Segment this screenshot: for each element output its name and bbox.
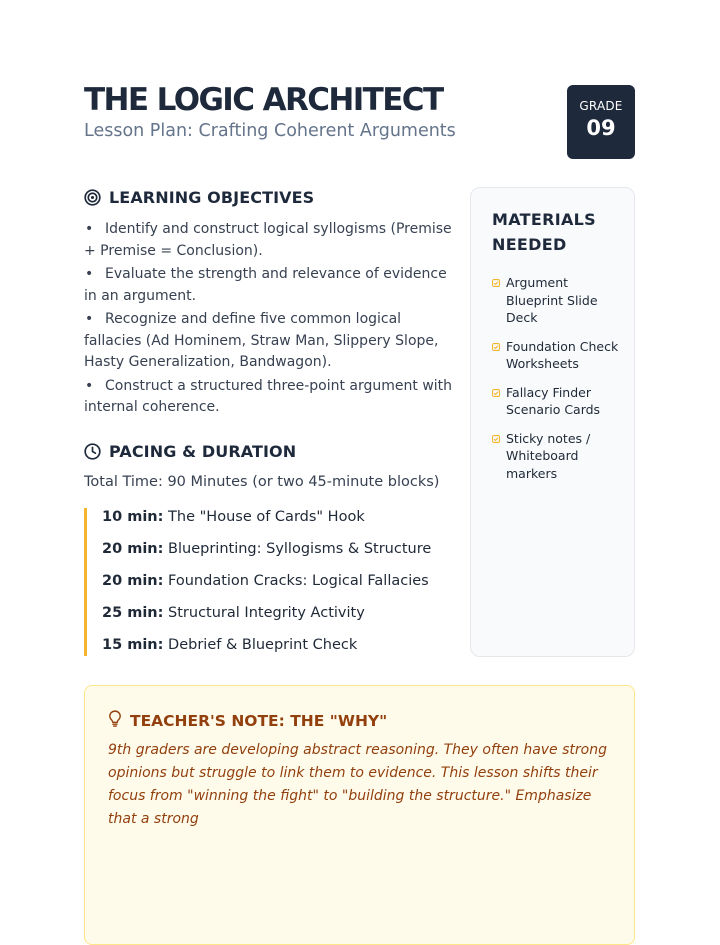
teacher-note-heading [108,710,387,731]
pacing-activity: Foundation Cracks: Logical Fallacies [168,573,429,589]
grade-label: GRADE [579,99,623,113]
objectives-heading-text: LEARNING OBJECTIVES [109,188,315,207]
bullet: • [85,221,94,237]
pacing-time: 15 min: [102,637,164,653]
teacher-note-body: 9th graders are developing abstract reasoning. They often have strong opinions but struggle to link them to evidence. This lesson shifts their focus from "winning the fight" to "building the structure." Emphasize that a strong [108,742,607,827]
lightbulb-icon [108,710,122,731]
list-item [492,274,622,327]
objective-text: Evaluate the strength and relevance of evidence in an argument. [84,266,447,304]
clock-icon [84,443,101,460]
pacing-row [102,509,365,525]
objective-text: Recognize and define five common logical fallacies (Ad Hominem, Straw Man, Slippery Slope, Hasty Generalization, Bandwagon). [84,311,439,370]
list-item [492,430,622,483]
list-item [492,338,622,373]
pacing-heading-text: PACING & DURATION [109,442,297,461]
checkbox-icon [492,430,500,448]
material-text: Foundation Check Worksheets [506,338,619,371]
pacing-activity: Structural Integrity Activity [168,605,365,621]
pacing-activity: Debrief & Blueprint Check [168,637,358,653]
grade-value: 09 [586,116,616,140]
pacing-time: 20 min: [102,541,164,557]
bullet: • [85,311,94,327]
objectives-heading [84,188,314,207]
list-item [84,309,454,374]
pacing-row [102,573,429,589]
checkbox-icon [492,274,500,292]
pacing-row [102,637,357,653]
pacing-time: 20 min: [102,573,164,589]
page-title: THE LOGIC ARCHITECT [84,82,443,118]
objective-text: Identify and construct logical syllogisms (Premise + Premise = Conclusion). [84,221,452,259]
pacing-time: 10 min: [102,509,164,525]
pacing-activity: Blueprinting: Syllogisms & Structure [168,541,432,557]
materials-card [470,187,635,657]
bullet: • [85,377,94,394]
bullet: • [85,266,94,282]
page-subtitle: Lesson Plan: Crafting Coherent Arguments [84,121,456,141]
checkbox-icon [492,384,500,402]
materials-list [492,274,622,493]
target-icon [84,189,101,206]
pacing-list [84,508,444,656]
list-item [84,264,454,307]
pacing-row [102,541,431,557]
checkbox-icon [492,338,500,356]
pacing-time: 25 min: [102,605,164,621]
material-text: Argument Blueprint Slide Deck [506,275,598,325]
list-item [492,384,622,419]
total-time: Total Time: 90 Minutes (or two 45-minute blocks) [84,474,440,490]
pacing-row [102,605,365,621]
objectives-list [84,219,454,421]
teacher-note [84,685,635,945]
grade-badge [567,85,635,159]
objective-text: Construct a structured three-point argument with internal coherence. [84,377,453,415]
pacing-heading [84,442,296,461]
list-item [84,219,454,262]
teacher-note-heading-text: TEACHER'S NOTE: THE "WHY" [130,711,388,730]
pacing-activity: The "House of Cards" Hook [168,509,365,525]
list-item [84,376,454,419]
material-text: Fallacy Finder Scenario Cards [506,384,601,417]
materials-heading: MATERIALS NEEDED [492,210,596,254]
material-text: Sticky notes / Whiteboard markers [506,430,591,481]
